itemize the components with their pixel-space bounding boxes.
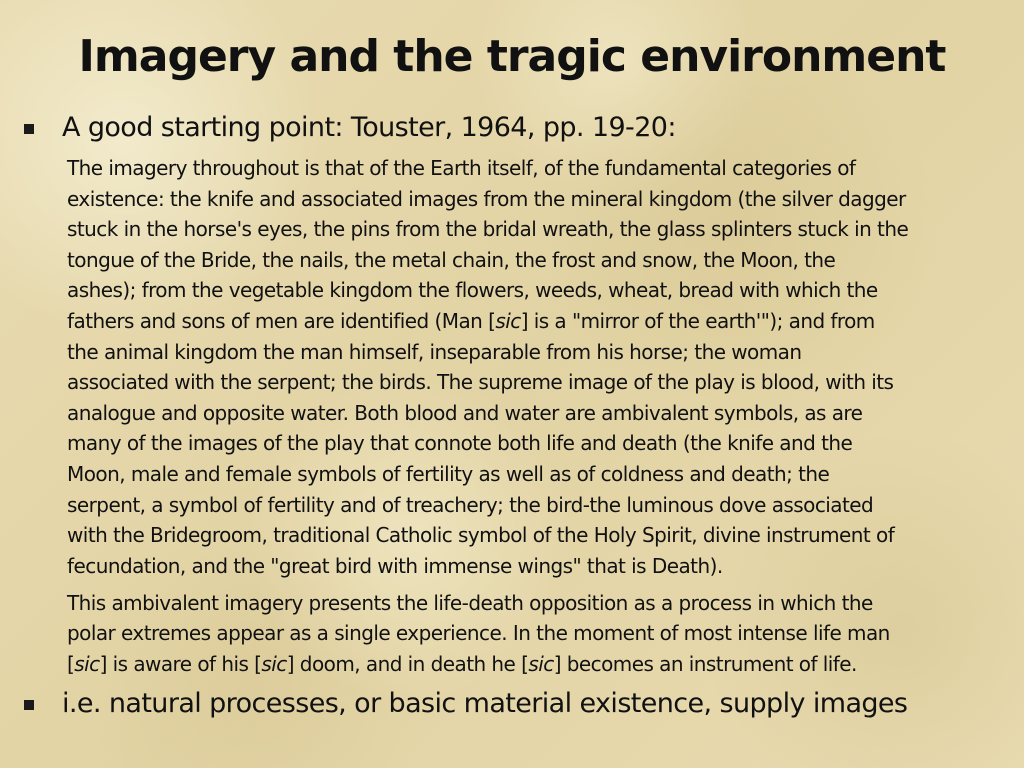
bullet-item-summary <box>24 686 1004 722</box>
bullet-text-summary: i.e. natural processes, or basic material existence, supply images <box>62 688 908 719</box>
quote-text: [ <box>67 651 75 676</box>
quote-line: associated with the serpent; the birds. The supreme image of the play is blood, with its <box>67 370 894 395</box>
quote-line: analogue and opposite water. Both blood and water are ambivalent symbols, as are <box>67 400 863 425</box>
square-bullet-icon <box>24 124 34 134</box>
quote-line: stuck in the horse's eyes, the pins from the bridal wreath, the glass splinters stuck in the <box>67 217 909 242</box>
quote-line: This ambivalent imagery presents the life-death opposition as a process in which the <box>67 591 873 615</box>
quote-text: ] becomes an instrument of life. <box>553 651 857 676</box>
quote-text: ] is aware of his [ <box>99 651 262 676</box>
quote-line: ashes); from the vegetable kingdom the flowers, weeds, wheat, bread with which the <box>67 278 878 303</box>
sic-marker: sic <box>74 651 100 676</box>
square-bullet-icon <box>24 700 34 710</box>
quote-line: tongue of the Bride, the nails, the metal chain, the frost and snow, the Moon, the <box>67 247 836 272</box>
quote-line: fecundation, and the "great bird with immense wings" that is Death). <box>67 553 723 578</box>
bullet-text-source: A good starting point: Touster, 1964, pp. 19-20: <box>62 112 676 143</box>
quote-text: ] is a "mirror of the earth'"); and from <box>520 308 875 333</box>
quote-line: with the Bridegroom, traditional Catholic symbol of the Holy Spirit, divine instrument of <box>67 523 895 548</box>
quote-line <box>67 306 1007 337</box>
quote-paragraph-1 <box>67 153 1007 581</box>
quote-line: Moon, male and female symbols of fertility as well as of coldness and death; the <box>67 461 830 486</box>
slide-title: Imagery and the tragic environment <box>78 31 946 82</box>
sic-marker: sic <box>261 651 287 676</box>
quote-line: polar extremes appear as a single experience. In the moment of most intense life man <box>67 621 890 646</box>
quote-line: The imagery throughout is that of the Earth itself, of the fundamental categories of <box>67 156 856 180</box>
quote-line: existence: the knife and associated images from the mineral kingdom (the silver dagger <box>67 186 906 211</box>
quote-line <box>67 649 1007 679</box>
quote-text: ] doom, and in death he [ <box>286 651 529 676</box>
quote-paragraph-2 <box>67 588 1007 679</box>
bullet-item-source <box>24 110 1004 146</box>
sic-marker: sic <box>528 651 554 676</box>
quote-line: the animal kingdom the man himself, inseparable from his horse; the woman <box>67 339 802 364</box>
quote-line: serpent, a symbol of fertility and of treachery; the bird-the luminous dove associated <box>67 492 874 517</box>
quote-line: many of the images of the play that connote both life and death (the knife and the <box>67 431 853 456</box>
sic-marker: sic <box>495 308 521 333</box>
quote-text: fathers and sons of men are identified (Man [ <box>67 308 496 333</box>
